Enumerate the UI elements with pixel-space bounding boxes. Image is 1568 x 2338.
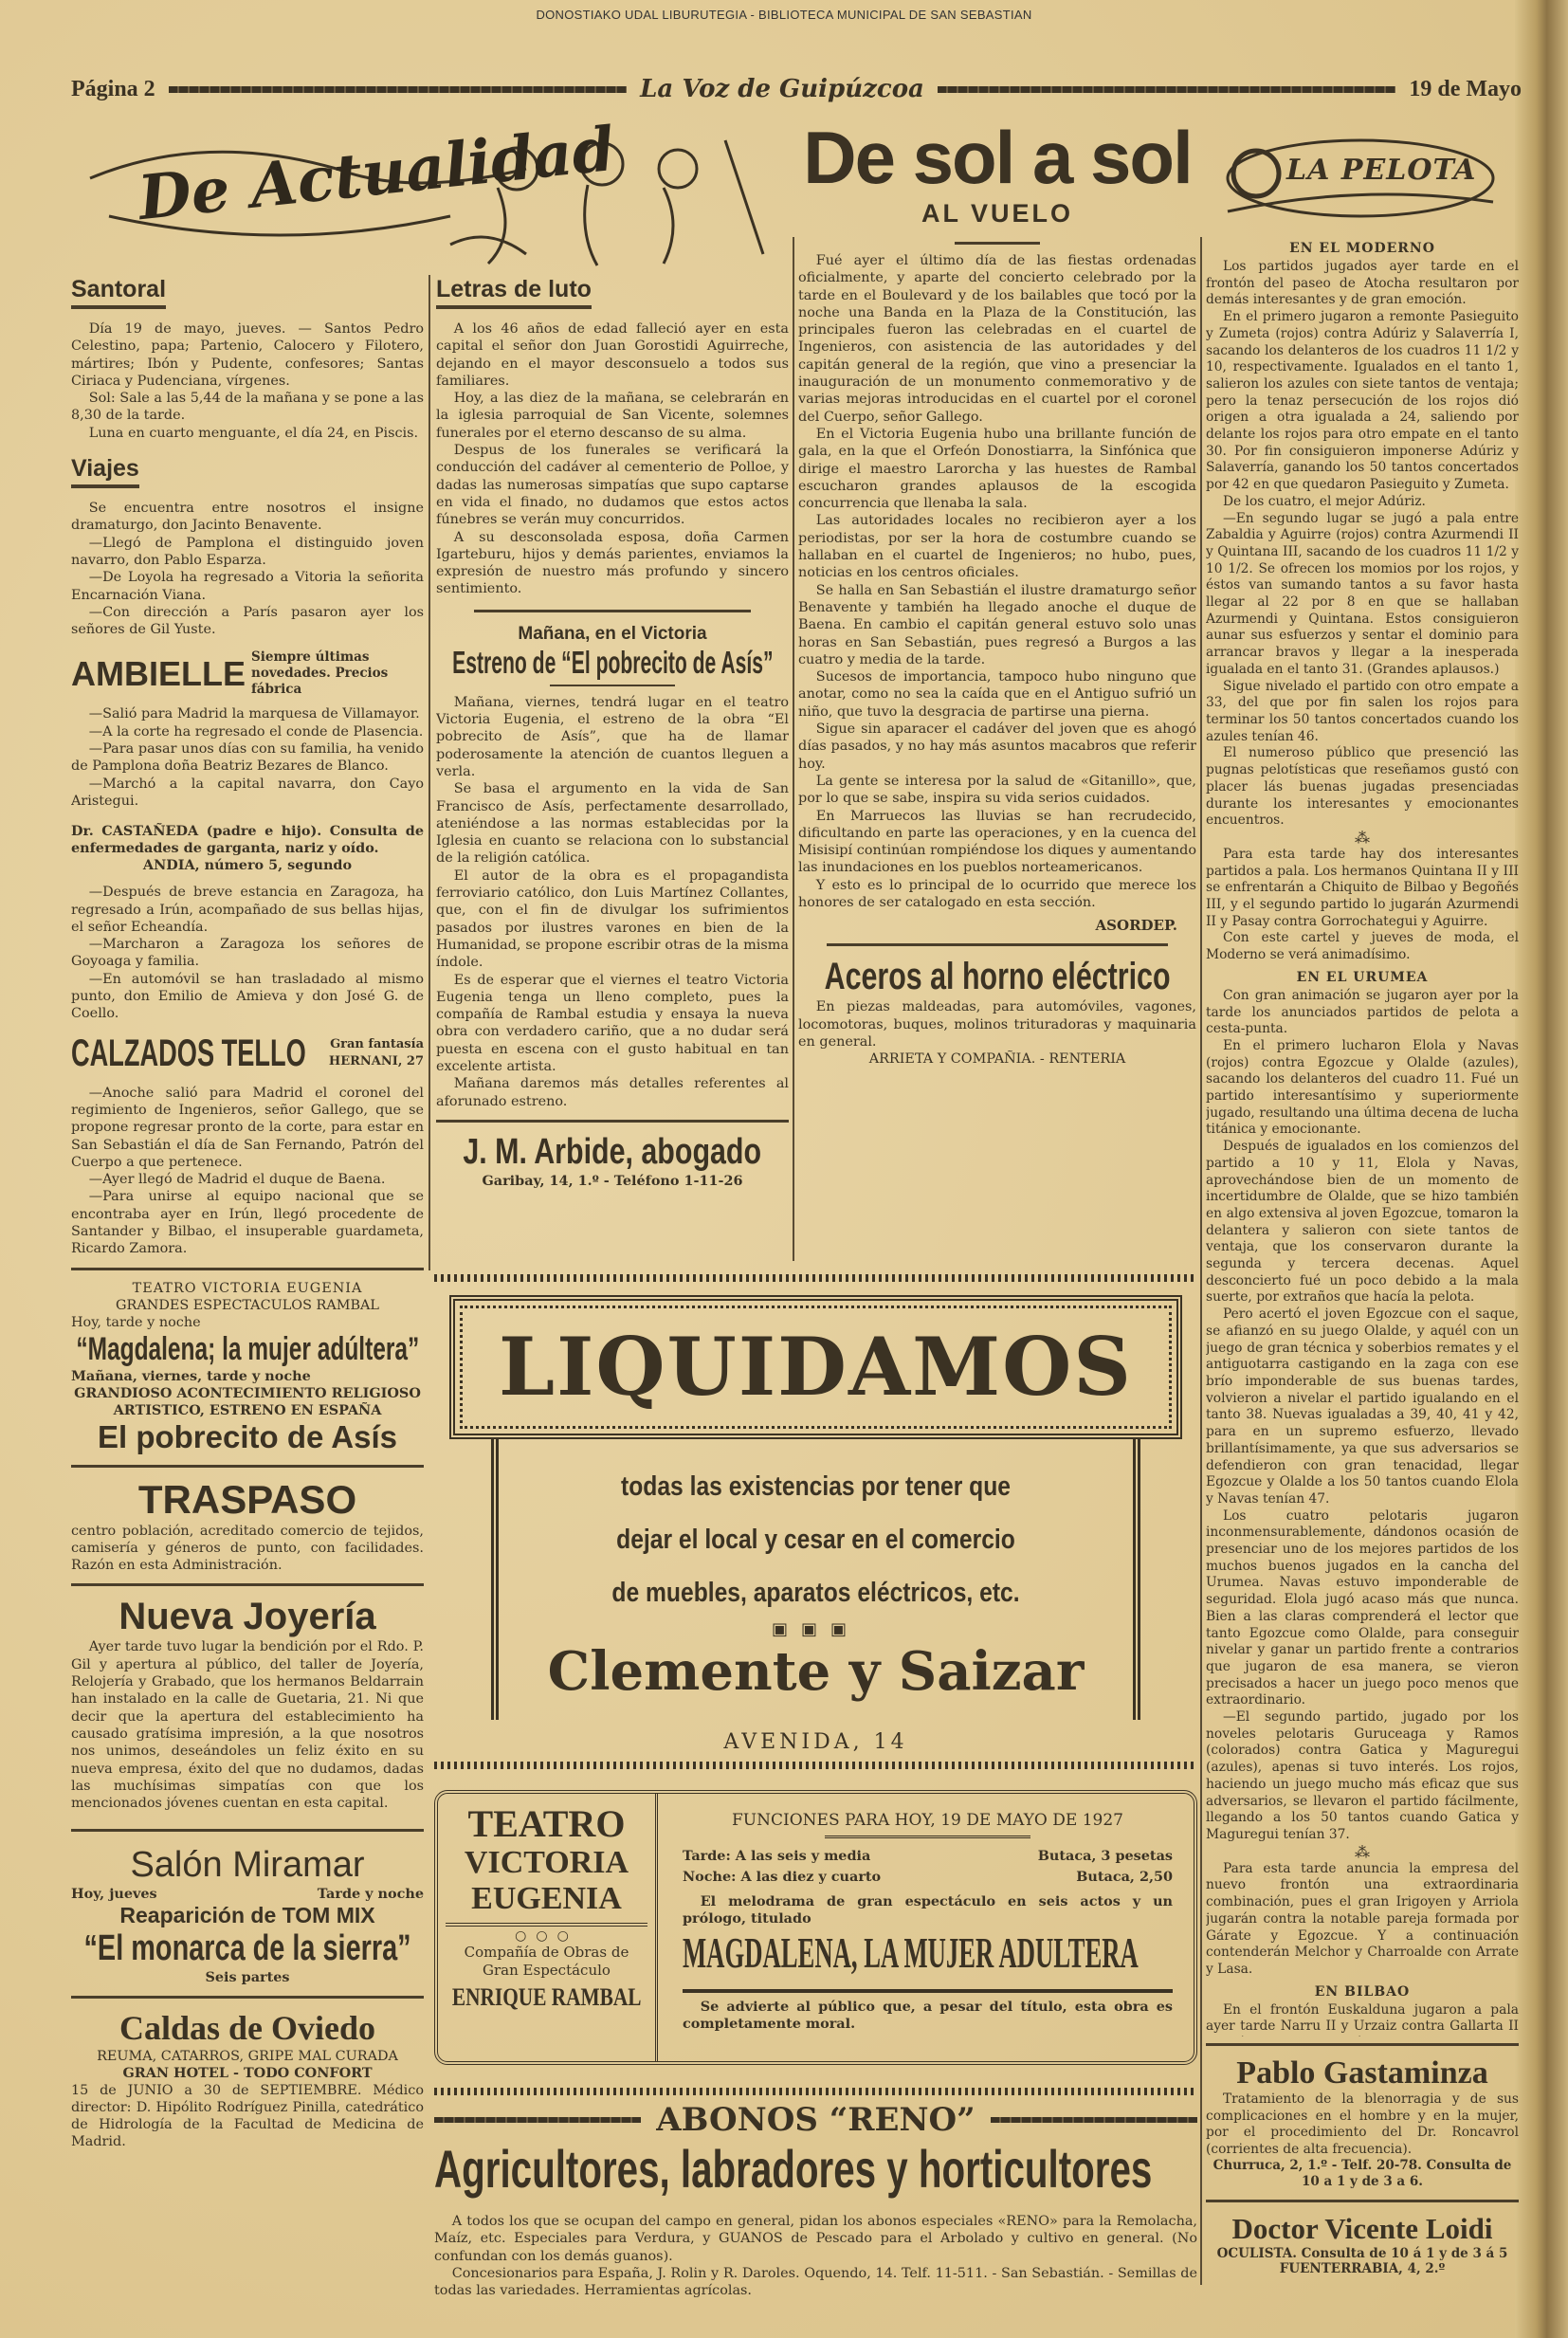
aceros-company: ARRIETA Y COMPAÑIA. - RENTERIA: [868, 1051, 1126, 1068]
issue-date: 19 de Mayo: [1409, 76, 1522, 101]
ad-body: [434, 2213, 1197, 2299]
section-heading: Letras de luto: [436, 276, 592, 309]
traspaso-text: centro población, acreditado comercio de tejidos, camisería y géneros de punto, con facilidades. Razón en esta Administración.: [71, 1523, 424, 1574]
ad-text: Dr. CASTAÑEDA (padre e hijo). Consulta de enfermedades de garganta, nariz y oído.: [71, 823, 424, 857]
paragraph: Con este cartel y jueves de moda, el Moderno se verá animadísimo.: [1206, 930, 1519, 963]
ad-parts: Seis partes: [205, 1969, 290, 1986]
joyeria-title: Nueva Joyería: [119, 1596, 376, 1638]
salon-miramar-ad: [71, 1845, 424, 1986]
paragraph: Fué ayer el último día de las fiestas ordenadas oficialmente, y aparte del concierto celebrado por la tarde en el Boulevard y de los bailables que tocó por la noche una Banda en la Plaza de la Constitución, las principales fueron las celebradas en el cuartel de Ingenieros, con asistencia de las autoridades y del capitán general de la región, que vino a presenciar la inauguración de un monumento conmemorativo y de varias mejoras introducidas en el cuartel por el coronel del Cuerpo, señor Gallego.: [798, 253, 1196, 425]
ad-headline: Agricultores, labradores y horticultores: [434, 2139, 1153, 2199]
ad-brand: AMBIELLE: [71, 653, 246, 693]
estreno-title: Estreno de “El pobrecito de Asís”: [451, 644, 774, 680]
gastaminza-text: Tratamiento de la blenorragia y de sus complicaciones en el hombre y en la mujer, por el procedimiento del Dr. Roncavrol (corrientes de alta frecuencia).: [1206, 2091, 1519, 2157]
paragraph: Mañana, viernes, tendrá lugar en el teatro Victoria Eugenia, el estreno de la obra “El pobrecito de Asís”, que ha de llamar poderosamente la atención de cuantos lleguen a verla.: [436, 694, 789, 779]
paragraph: En el primero jugaron a remonte Pasieguito y Zumeta (rojos) contra Adúriz y Salaverría I, sacando los delanteros de los cuadros 11 1/2 y 10, respectivamente. Igualados en el tanto 1, salieron los azules con siete tantos de ventaja; pero la tenaz persecución de los rojos dió origen a otra igualada a 24, saliendo por delante los rojos para otro empate en el tanto 30. Por fin consiguieron imponerse Adúriz y Salaverría, ganando los 50 tantos concertados por 42 en que quedaron Pasieguito y Zumeta.: [1206, 309, 1519, 493]
paragraph: Concesionarios para España, J. Rolin y R. Daroles. Oquendo, 14. Telf. 11-511. - San Sebastián. - Semillas de todas las variedades. Herramientas agrícolas.: [434, 2265, 1197, 2299]
functions-heading: FUNCIONES PARA HOY, 19 DE MAYO DE 1927: [732, 1811, 1123, 1830]
paragraph: Después de igualados en los comienzos del partido a 10 y 11, Elola y Navas, aprovechándose bien de un momento de incertidumbre de Olalde, que se hizo también en algo extensiva al joven Egozcue, tomaron la delantera y salieron con siete tantos de ventaja, que los conservaron durante la segunda y tercera decenas. Aquel desconcierto fué un poco debido a la mala suerte, por extraños que hacía la pelota.: [1206, 1139, 1519, 1306]
joyeria-text: Ayer tarde tuvo lugar la bendición por el Rdo. P. Gil y apertura al público, del taller de Joyería, Relojería y Grabado, que los hermanos Beldarrain han instalado en la calle de Guetaria, 21. Ni que decir que la apertura del establecimiento ha causado gratísima impresión, a la que nosotros nos unimos, deseándoles un feliz éxito en su nueva empresa, éxito del que no dudamos, dadas las muchísimas simpatías con que los mencionados jóvenes cuentan en esta capital.: [71, 1639, 424, 1812]
paragraph: —Anoche salió para Madrid el coronel del regimiento de Ingenieros, señor Gallego, que se propone regresar pronto de la corte, para estar en San Sebastián el día de San Fernando, Patrón del Cuerpo a que pertenece.: [71, 1085, 424, 1170]
ad-text: 15 de JUNIO a 30 de SEPTIEMBRE. Médico director: D. Hipólito Rodríguez Pinilla, catedrático de Hidrología de la Facultad de Medicina de Madrid.: [71, 2083, 424, 2150]
ornamental-rule: [434, 1274, 1197, 1282]
caldas-oviedo-ad: [71, 2008, 424, 2150]
ad-line: dejar el local y cesar en el comercio: [616, 1525, 1015, 1555]
ad-day: Hoy, jueves: [71, 1886, 157, 1903]
column-rule: [793, 237, 794, 1261]
teatro-victoria-eugenia-box: [434, 1790, 1197, 2065]
asterism-separator: ⁂: [1355, 828, 1370, 847]
divider: [71, 1996, 424, 1999]
paragraph: Hoy, a las diez de la mañana, se celebrarán en la iglesia parroquial de San Vicente, solemnes funerales por el eterno descanso de su alma.: [436, 391, 789, 441]
divider: [71, 1583, 424, 1586]
paragraph: El numeroso público que presenció las pugnas pelotísticas que reseñamos gustó con placer lás buenas jugadas presenciadas durante los interesantes y emocionantes encuentros.: [1206, 745, 1519, 829]
ad-tagline: Gran fantasía: [330, 1037, 424, 1052]
paragraph: —Marcharon a Zaragoza los señores de Goyoaga y familia.: [71, 937, 424, 970]
column-4-ads: [1206, 2043, 1519, 2290]
loidi-name: Doctor Vicente Loidi: [1231, 2212, 1493, 2245]
de-actualidad-illustration: [71, 112, 787, 268]
estreno-body: [436, 694, 789, 1110]
paragraph: A su desconsolada esposa, doña Carmen Igarteburu, hijos y demás parientes, enviamos la expresión de nuestro más profundo y sincero sentimiento.: [436, 529, 789, 597]
column-2: [436, 270, 789, 1270]
calzados-tello-ad: [71, 1032, 424, 1075]
paragraph: De los cuatro, el mejor Adúriz.: [1222, 493, 1426, 509]
ad-address: ANDIA, número 5, segundo: [142, 857, 353, 874]
play-intro: El melodrama de gran espectáculo en seis actos y un prólogo, titulado: [683, 1893, 1173, 1927]
divider: [827, 943, 1168, 946]
ad-address: AVENIDA, 14: [723, 1730, 908, 1754]
column-4: [1206, 235, 1519, 2037]
ad-line: GRANDES ESPECTACULOS RAMBAL: [116, 1297, 379, 1313]
paragraph: Mañana daremos más detalles referentes al aforunado estreno.: [436, 1076, 789, 1109]
newspaper-title: La Voz de Guipúzcoa: [640, 75, 924, 103]
paragraph: Y esto es lo principal de lo ocurrido que merece los honores de ser catalogado en esta sección.: [798, 877, 1196, 910]
paragraph: Se encuentra entre nosotros el insigne dramaturgo, don Jacinto Benavente.: [71, 501, 424, 534]
theatre-name: TEATRO: [467, 1802, 626, 1845]
paragraph: A los 46 años de edad falleció ayer en esta capital el señor don Juan Gorostidi Aguirreche, dejando en el mayor desconsuelo a todos sus familiares.: [436, 321, 789, 389]
teatro-victoria-eugenia-ad: [71, 1280, 424, 1455]
column-rule: [1200, 237, 1202, 2285]
session-price: Butaca, 3 pesetas: [1037, 1848, 1173, 1864]
ad-company: Clemente y Saizar: [547, 1640, 1085, 1703]
paragraph: —Llegó de Pamplona el distinguido joven navarro, don Pablo Esparza.: [71, 535, 424, 568]
paragraph: —Para unirse al equipo nacional que se encontraba ayer en Irún, llegó procedente de Santander y Bilbao, el insuperable guardameta, Ricardo Zamora.: [71, 1189, 424, 1257]
session-time: Noche: A las diez y cuarto: [683, 1869, 882, 1885]
paragraph: Los partidos jugados ayer tarde en el frontón del paseo de Atocha resultaron por demás interesantes y de gran emoción.: [1206, 259, 1519, 308]
paragraph: —En segundo lugar se jugó a pala entre Zabaldia y Aguirre (rojos) contra Azurmendi II y Quintana III, sacando de los cuadros 11 1/2 y 10 1/2. Se ofrecen los momios por los rojos, y éstos van sumando tantos a su favor hasta llegar al 22 por 8 en que se hallaban Azurmendi y Quintana. Estos consiguieron aunar sus esfuerzos y sentar el dominio para arrancar bravos y llegar a la inesperada igualada en el tanto 31. (Grandes aplausos.): [1206, 510, 1519, 677]
divider: [1206, 2200, 1519, 2202]
ad-premiere-title: El pobrecito de Asís: [97, 1418, 397, 1454]
paragraph: —Con dirección a París pasaron ayer los señores de Gil Yuste.: [71, 604, 424, 638]
paragraph: Los cuatro pelotaris jugaron inconmensurablemente, dándonos ocasión de presenciar uno de los mejores partidos de los muchos buenos jugados en la cancha del Urumea. Navas estuvo imponderable de seguridad. Elola jugó acaso más que nunca. Bien a las claras comprenderá el lector que tanto Egozcue como Olalde, para conseguir nivelar y ganar un partido frente a contrarios que jugaron de esa manera, se vieron precisados a hacer un juego poco menos que extraordinario.: [1206, 1507, 1519, 1708]
ad-line: de muebles, aparatos eléctricos, etc.: [611, 1578, 1020, 1608]
paragraph: Se halla en San Sebastián el ilustre dramaturgo señor Benavente y también ha llegado anoche el duque de Baena. En cambio el capitán general estuvo solo unas horas en San Sebastián, pues regresó a Burgos a las cuatro y media de la tarde.: [798, 582, 1196, 667]
paragraph: —Marchó a la capital navarra, don Cayo Aristegui.: [71, 776, 424, 809]
section-subtitle: AL VUELO: [921, 199, 1073, 228]
luto-body: [436, 320, 789, 598]
subsection-heading: EN EL URUMEA: [1296, 969, 1429, 985]
section-heading: Viajes: [71, 455, 139, 488]
divider: [474, 610, 751, 612]
paragraph: Luna en cuarto menguante, el día 24, en Piscis.: [88, 425, 419, 441]
ad-body: [546, 1439, 1085, 1619]
ad-time: Tarde y noche: [317, 1886, 424, 1903]
director-name: ENRIQUE RAMBAL: [451, 1983, 642, 2011]
paragraph: —El segundo partido, jugado por los noveles pelotaris Guruceaga y Ramos (colorados) contra Gatica y Maguregui (azules), apenas si tuvo interés. Los rojos, haciendo un juego mucho más eficaz que sus adversarios, se llevaron el partido fácilmente, llegando a los 50 tantos cuando Gatica y Maguregui tenían 37.: [1206, 1709, 1519, 1842]
ad-title: Salón Miramar: [130, 1845, 365, 1886]
logo-text: LA PELOTA: [1286, 154, 1477, 187]
gastaminza-name: Pablo Gastaminza: [1236, 2055, 1488, 2091]
ornament-circles-icon: ○○○: [515, 1928, 578, 1944]
sol-body: [798, 252, 1196, 911]
ad-line: todas las existencias por tener que: [620, 1471, 1011, 1502]
masthead-rule: [169, 86, 627, 93]
divider: [955, 242, 1040, 245]
gastaminza-address: Churruca, 2, 1.º - Telf. 20-78. Consulta de 10 a 1 y de 3 a 6.: [1212, 2158, 1512, 2189]
divider: [436, 1120, 789, 1123]
arbide-name: J. M. Arbide, abogado: [463, 1131, 762, 1172]
paragraph: Sol: Sale a las 5,44 de la mañana y se pone a las 8,30 de la tarde.: [71, 391, 424, 424]
asterism-separator: ⁂: [1355, 1842, 1370, 1861]
aceros-text: En piezas maldeadas, para automóviles, vagones, locomotoras, buques, molinos trituradoras y maquinaria en general.: [798, 999, 1196, 1050]
liquidamos-ad: [434, 1269, 1197, 1775]
viajes-body-2: [71, 705, 424, 810]
ad-address: HERNANI, 27: [328, 1054, 424, 1069]
paragraph: A todos los que se ocupan del campo en general, pidan los abonos especiales «RENO» para la Remolacha, Maíz, etc. Especiales para Verdura, y GUANOS de Pescado para el Arbolado y cultivo en general. (No confundan con los demás guanos).: [434, 2214, 1197, 2264]
paragraph: Sigue sin aparacer el cadáver del joven que es ahogó días pasados, y no hay más asuntos macabros que referir hoy.: [798, 721, 1196, 772]
paragraph: —Salió para Madrid la marquesa de Villamayor.: [88, 706, 420, 722]
signature: ASORDEP.: [1095, 917, 1177, 935]
divider: [1206, 2043, 1519, 2046]
section-title: De sol a sol: [803, 116, 1192, 199]
paragraph: Sucesos de importancia, tampoco hubo ninguno que anotar, como no sea la caída que en el Antiguo sufrió un niño, que tuvo la desgracia de partirse una pierna.: [798, 669, 1196, 720]
pelota-body: [1206, 241, 1519, 2037]
archive-caption: DONOSTIAKO UDAL LIBURUTEGIA - BIBLIOTECA MUNICIPAL DE SAN SEBASTIAN: [536, 8, 1032, 22]
paragraph: En el Victoria Eugenia hubo una brillante función de gala, en la que el Orfeón Donostiarra, la Sinfónica que dirige el maestro Larorcha y las huestes de Rambal escucharon grandes aplausos de la escogida concurrencia que llenaba la sala.: [798, 426, 1196, 512]
paragraph: —Para pasar unos días con su familia, ha venido de Pamplona doña Beatriz Bezares de Blanco.: [71, 741, 424, 775]
paragraph: Se basa el argumento en la vida de San Francisco de Asís, perfectamente desarrollado, ateniéndose a las normas establecidas por la Iglesia en cuanto se relaciona con lo substancial de la religión católica.: [436, 781, 789, 867]
ad-headline: Reaparición de TOM MIX: [119, 1903, 375, 1928]
ambielle-ad: [71, 649, 424, 698]
paragraph: En el primero lucharon Elola y Navas (rojos) contra Egozcue y Olalde (azules), sacando los delanteros del cuadro 11. Fué un partido interesantísimo y superiormente jugado, resultando una última decena de lucha titánica y emocionante.: [1206, 1037, 1519, 1138]
ornament-squares-icon: ▣▣▣: [771, 1619, 861, 1639]
column-1: [71, 270, 424, 2299]
paragraph: Las autoridades locales no recibieron ayer a los periodistas, por ser la hora de costumbre cuando se hallaban en el cuartel de Ingenieros; no hubo, pues, noticias en los centros oficiales.: [798, 513, 1196, 581]
paragraph: Pero acertó el joven Egozcue con el saque, se afianzó en su juego Olalde, y aquél con un juego de gran técnica y soberbios remates y el antiguotarra castigando en la zaga con ese brío imponderable de sus buenas tardes, volvieron a nivelar el partido igualando en el tanto 38. Nuevas igualadas a 39, 40, 41 y 42, para en un supremo esfuerzo, llevado brillantísimamente, ya que sus adversarios se defendieron con gran tenacidad, llegar Egozcue y Olalde a los 50 tantos cuando Elola y Navas tenían 47.: [1206, 1306, 1519, 1507]
paragraph: Es de esperar que el viernes el teatro Victoria Eugenia tenga un lleno completo, pues la compañía de Rambal estudia y ensaya la nueva obra con verdadero cariño, que a no dudar será puesta en escena con el gusto habitual en tan excelente artista.: [436, 972, 789, 1074]
castaneda-ad: [71, 823, 424, 874]
paragraph: Para esta tarde anuncia la empresa del nuevo frontón una extraordinaria combinación, pues el gran Irigoyen y Arriola jugarán contra la notable pareja formada por Gárate y Egozcue. Y a continuación contenderán Melchor y Charroalde con Arrate y Lasa.: [1206, 1860, 1519, 1977]
ad-brand: ABONOS “RENO”: [656, 2101, 975, 2139]
page-number: Página 2: [71, 76, 155, 101]
masthead: [71, 74, 1522, 104]
paragraph: Para esta tarde hay dos interesantes partidos a pala. Los hermanos Quintana II y III se enfrentarán a Chiquito de Bilbao y Begoñés III, y el segundo partido lo jugarán Azurmendi II y Pasay contra Gorrochategui y Aguirre.: [1206, 846, 1519, 929]
masthead-rule: [938, 86, 1395, 93]
moral-notice: Se advierte al público que, a pesar del título, esta obra es completamente moral.: [683, 1998, 1173, 2032]
divider: [550, 685, 675, 686]
paragraph: El autor de la obra es el propagandista ferroviario católico, don Luis Martínez Collantes, que, con el fin de divulgar los sufrimientos pasados por ilustres varones en bien de la Humanidad, se propone escribir otras de la misma índole.: [436, 868, 789, 971]
divider: [71, 1268, 424, 1270]
subsection-heading: EN EL MODERNO: [1289, 241, 1435, 256]
session-time: Tarde: A las seis y media: [683, 1848, 871, 1864]
column-rule: [428, 275, 430, 1270]
paragraph: Despus de los funerales se verificará la conducción del cadáver al cementerio de Polloe, y dadas las numerosas simpatías que supo captarse en vida el finado, no dudamos que estos actos fúnebres se verán muy concurridos.: [436, 443, 789, 528]
arbide-address: Garibay, 14, 1.º - Teléfono 1-11-26: [482, 1172, 743, 1189]
ad-film-title: “El monarca de la sierra”: [83, 1928, 411, 1969]
paragraph: —De Loyola ha regresado a Vitoria la señorita Encarnación Viana.: [71, 570, 424, 603]
viajes-body: [71, 500, 424, 638]
illustration-title: De Actualidad: [135, 113, 618, 235]
ad-title: LIQUIDAMOS: [499, 1320, 1133, 1414]
ad-line: Hoy, tarde y noche: [71, 1314, 201, 1330]
paragraph: En el frontón Euskalduna jugaron a pala ayer tarde Narru II y Urzaiz contra Gallarta II: [1206, 2001, 1519, 2035]
subsection-heading: EN BILBAO: [1314, 1983, 1411, 2000]
estreno-kicker: Mañana, en el Victoria: [518, 623, 707, 644]
viajes-body-3: [71, 884, 424, 1022]
traspaso-title: TRASPASO: [137, 1476, 357, 1522]
ad-line: GRAN HOTEL - TODO CONFORT: [122, 2065, 373, 2082]
la-pelota-logo: [1218, 121, 1503, 226]
paragraph: La gente se interesa por la salud de «Gitanillo», que, por lo que se sabe, inspira su vida serios cuidados.: [798, 773, 1196, 807]
ad-line: GRANDIOSO ACONTECIMIENTO RELIGIOSO ARTISTICO, ESTRENO EN ESPAÑA: [74, 1384, 421, 1418]
viajes-body-4: [71, 1085, 424, 1258]
paragraph: —Ayer llegó de Madrid el duque de Baena.: [88, 1172, 386, 1188]
ad-brand: CALZADOS TELLO: [71, 1032, 306, 1074]
paragraph: Con gran animación se jugaron ayer por la tarde los anunciados partidos de pelota a cesta-punta.: [1206, 987, 1519, 1037]
page-fold-shadow: [1515, 0, 1568, 2338]
ad-play-title: “Magdalena; la mujer adúltera”: [76, 1330, 419, 1367]
paragraph: Sigue nivelado el partido con otro empate a 33, del que por fin salen los rojos para terminar los 50 tantos concertados cuando los azules tenían 46.: [1206, 678, 1519, 744]
column-3: [798, 116, 1196, 1268]
ornamental-rule: [434, 1762, 1197, 1769]
ad-line: Mañana, viernes, tarde y noche: [71, 1367, 311, 1384]
company-description: Compañía de Obras de Gran Espectáculo: [464, 1944, 629, 1979]
ornamental-rule: [434, 2088, 1197, 2095]
divider: [71, 1465, 424, 1468]
session-price: Butaca, 2,50: [1076, 1869, 1173, 1885]
paragraph: Día 19 de mayo, jueves. — Santos Pedro Celestino, papa; Partenio, Calocero y Filotero, mártires; Ibón y Pudente, confesores; Santas Ciriaca y Pudenciana, vírgenes.: [71, 321, 424, 389]
loidi-hours: OCULISTA. Consulta de 10 á 1 y de 3 á 5: [1216, 2246, 1508, 2261]
loidi-address: FUENTERRABIA, 4, 2.º: [1279, 2261, 1446, 2276]
aceros-title: Aceros al horno eléctrico: [824, 956, 1171, 998]
ad-line: TEATRO VICTORIA EUGENIA: [132, 1280, 363, 1296]
play-title: MAGDALENA, LA MUJER ADULTERA: [683, 1927, 1139, 1977]
abonos-reno-ad: [434, 2082, 1197, 2300]
paragraph: —Después de breve estancia en Zaragoza, ha regresado a Irún, acompañado de sus bellas hijas, el señor Echeandía.: [71, 885, 424, 935]
ad-title: Caldas de Oviedo: [119, 2009, 376, 2048]
section-heading: Santoral: [71, 276, 166, 309]
paragraph: —En automóvil se han trasladado al mismo punto, don Emilio de Amieva y don José G. de Coello.: [71, 971, 424, 1022]
santoral-body: [71, 320, 424, 442]
divider: [71, 1829, 424, 1832]
paragraph: —A la corte ha regresado el conde de Plasencia.: [88, 723, 424, 740]
theatre-name: VICTORIA EUGENIA: [464, 1845, 629, 1916]
ad-line: REUMA, CATARROS, GRIPE MAL CURADA: [97, 2049, 398, 2065]
paragraph: En Marruecos las lluvias se han recrudecido, dificultando en parte las operaciones, y en la cuenca del Misisipí continúan rompiéndose los diques y aumentando las inundaciones en los pueblos norteamericanos.: [798, 808, 1196, 876]
ad-tagline: Siempre últimas novedades. Precios fábrica: [251, 649, 389, 698]
